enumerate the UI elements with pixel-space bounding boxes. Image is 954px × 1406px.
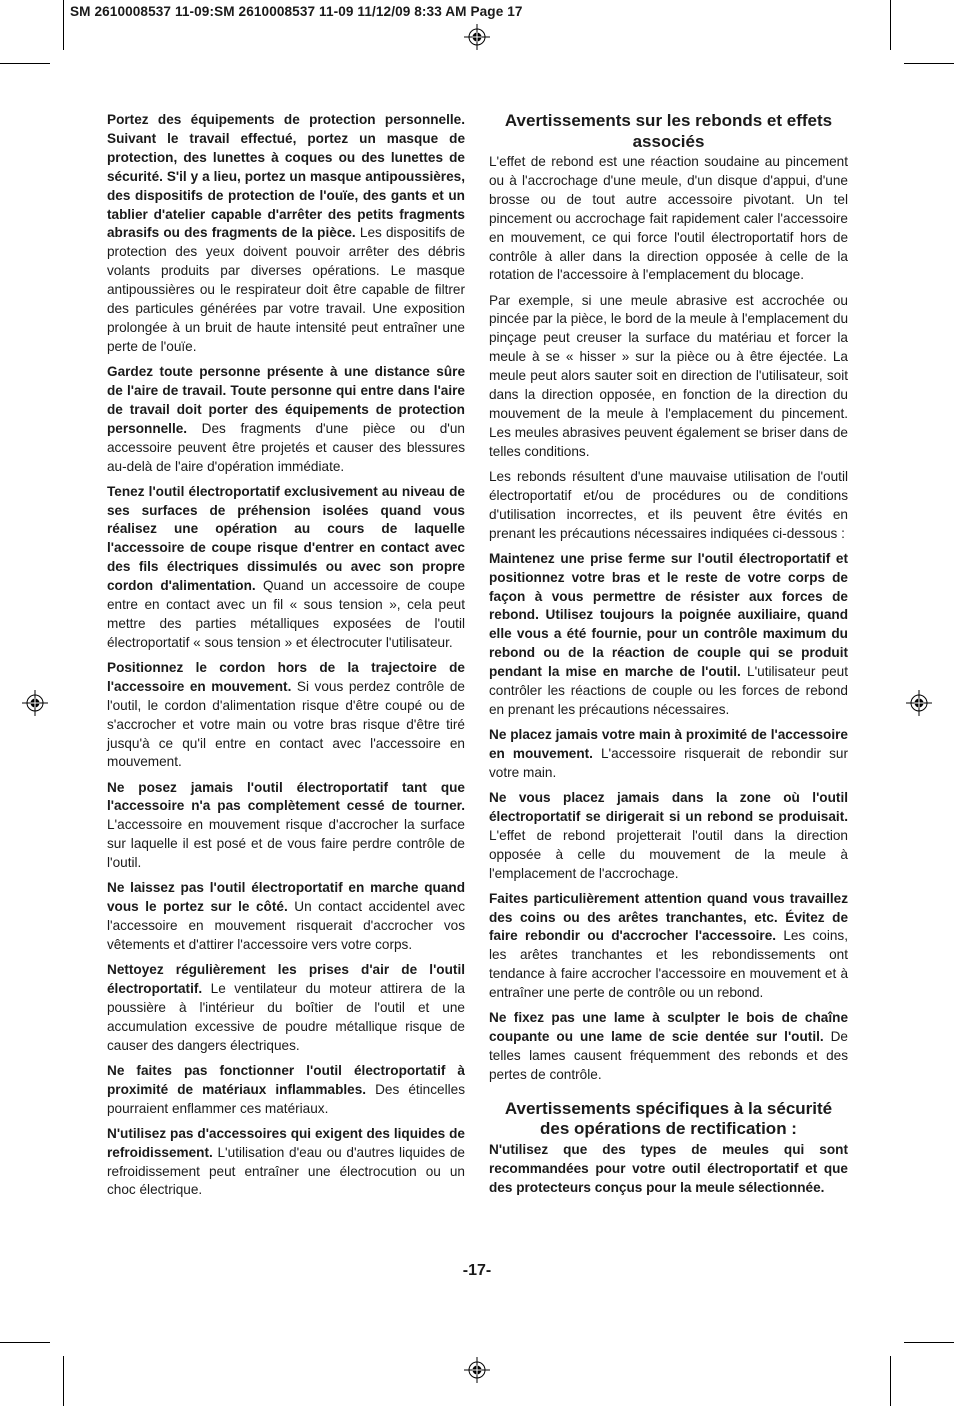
paragraph: Ne faites pas fonctionner l'outil électroportatif à proximité de matériaux inflammables. Des étincelles pourraient enflammer ces matériaux.	[107, 1062, 465, 1116]
paragraph: Ne placez jamais votre main à proximité de l'accessoire en mouvement. L'accessoire risquerait de rebondir sur votre main.	[489, 727, 848, 780]
paragraph: Ne fixez pas une lame à sculpter le bois de chaîne coupante ou une lame de scie dentée sur l'outil. De telles lames causent fréquemment des rebonds et des pertes de contrôle.	[489, 1010, 848, 1082]
section-heading: Avertissements sur les rebonds et effets associés	[504, 111, 833, 151]
left-column	[107, 111, 465, 1207]
paragraph: Par exemple, si une meule abrasive est accrochée ou pincée par la pièce, le bord de la meule à l'emplacement du pinçage peut creuser la surface du matériau et forcer la meule à se « hisser » sur la pièce ou à être éjectée. La meule peut alors sauter soit en direction de l'utilisateur, soit dans la direction opposée, en fonction de la direction du mouvement de la meule à l'emplacement du pincement. Les meules abrasives peuvent également se briser dans de telles conditions.	[489, 292, 848, 459]
paragraph: Ne vous placez jamais dans la zone où l'outil électroportatif se dirigerait si un rebond se produisait. L'effet de rebond projetterait l'outil dans la direction opposée à celle du mouvement de la meule à l'emplacement de l'accrochage.	[489, 789, 848, 881]
section-heading: Avertissements spécifiques à la sécurité des opérations de rectification :	[504, 1098, 833, 1139]
paragraph: Portez des équipements de protection personnelle. Suivant le travail effectué, portez un masque de protection, des lunettes à coques ou des lunettes de sécurité. S'il y a lieu, portez un masque antipoussières, des dispositifs de protection de l'ouïe, des gants et un tablier d'atelier capable d'arrêter des petits fragments abrasifs ou des fragments de la pièce. Les dispositifs de protection des yeux doivent pouvoir arrêter des débris volants produits par diverses opérations. Le masque antipoussières ou le respirateur doit être capable de filtrer des particules générées par votre travail. Une exposition prolongée à un bruit de haute intensité peut entraîner une perte de l'ouïe.	[107, 112, 465, 354]
paragraph: Ne laissez pas l'outil électroportatif en marche quand vous le portez sur le côté. Un contact accidentel avec l'accessoire en mouvement risquerait d'accrocher vos vêtements et d'attirer l'accessoire vers votre corps.	[107, 880, 465, 952]
paragraph: Gardez toute personne présente à une distance sûre de l'aire de travail. Toute personne qui entre dans l'aire de travail doit porter des équipements de protection personnelle. Des fragments d'une pièce ou d'un accessoire peuvent être projetés et causer des blessures au-delà de l'aire d'opération immédiate.	[107, 363, 465, 474]
page-number: -17-	[462, 1262, 492, 1279]
paragraph: N'utilisez que des types de meules qui sont recommandées pour votre outil électroportatif et que des protecteurs conçus pour la meule sélectionnée.	[489, 1141, 848, 1195]
paragraph: Faites particulièrement attention quand vous travaillez des coins ou des arêtes tranchantes, etc. Évitez de faire rebondir ou d'accrocher l'accessoire. Les coins, les arêtes tranchantes et les rebondissements ont tendance à faire accrocher l'accessoire en mouvement et à entraîner une perte de contrôle ou un rebond.	[489, 890, 848, 1001]
registration-mark-icon	[906, 690, 932, 716]
right-column	[489, 111, 848, 1204]
paragraph: Nettoyez régulièrement les prises d'air de l'outil électroportatif. Le ventilateur du moteur attirera de la poussière à l'intérieur du boîtier de l'outil et une accumulation excessive de poudre métallique risque de causer des dangers électriques.	[107, 962, 465, 1053]
print-slug: SM 2610008537 11-09:SM 2610008537 11-09 11/12/09 8:33 AM Page 17	[70, 4, 523, 19]
registration-mark-icon	[464, 24, 490, 50]
paragraph: N'utilisez pas d'accessoires qui exigent des liquides de refroidissement. L'utilisation d'eau ou d'autres liquides de refroidissement peut entraîner une électrocution ou un choc électrique.	[107, 1125, 465, 1198]
paragraph: Ne posez jamais l'outil électroportatif tant que l'accessoire n'a pas complètement cessé de tourner. L'accessoire en mouvement risque d'accrocher la surface sur laquelle il est posé et de vous faire perdre contrôle de l'outil.	[107, 779, 465, 871]
registration-mark-icon	[22, 690, 48, 716]
paragraph: Les rebonds résultent d'une mauvaise utilisation de l'outil électroportatif et/ou de procédures ou de conditions d'utilisation incorrectes, et ils peuvent être évités en prenant les précautions nécessaires indiquées ci-dessous :	[489, 468, 848, 541]
paragraph: Positionnez le cordon hors de la trajectoire de l'accessoire en mouvement. Si vous perdez contrôle de l'outil, le cordon d'alimentation risque d'être coupé ou de s'accrocher et votre main ou votre bras risque d'être tiré jusqu'à ce qu'il entre en contact avec l'accessoire en mouvement.	[107, 659, 465, 770]
registration-mark-icon	[464, 1357, 490, 1383]
paragraph: Maintenez une prise ferme sur l'outil électroportatif et positionnez votre bras et le reste de votre corps de façon à vous permettre de résister aux forces de rebond. Utilisez toujours la poignée auxiliaire, quand elle vous a été fournie, pour un contrôle maximum du rebond ou de la réaction de couple qui se produit pendant la mise en marche de l'outil. L'utilisateur peut contrôler les réactions de couple ou les forces de rebond en prenant les précautions nécessaires.	[489, 550, 848, 717]
paragraph: L'effet de rebond est une réaction soudaine au pincement ou à l'accrochage d'une meule, d'un disque d'appui, d'une brosse ou de tout autre accessoire pivotant. Un tel pincement ou accrochage fait rapidement caler l'accessoire en mouvement, ce qui force l'outil électroportatif hors de contrôle à aller dans la direction opposée à celle de la rotation de l'accessoire à l'emplacement du blocage.	[489, 154, 848, 283]
paragraph: Tenez l'outil électroportatif exclusivement au niveau de ses surfaces de préhension isolées quand vous réalisez une opération au cours de laquelle l'accessoire de coupe risque d'entrer en contact avec des fils électriques dissimulés ou avec son propre cordon d'alimentation. Quand un accessoire de coupe entre en contact avec un fil « sous tension », cela peut mettre des parties métalliques exposées de l'outil électroportatif « sous tension » et électrocuter l'utilisateur.	[107, 483, 466, 650]
